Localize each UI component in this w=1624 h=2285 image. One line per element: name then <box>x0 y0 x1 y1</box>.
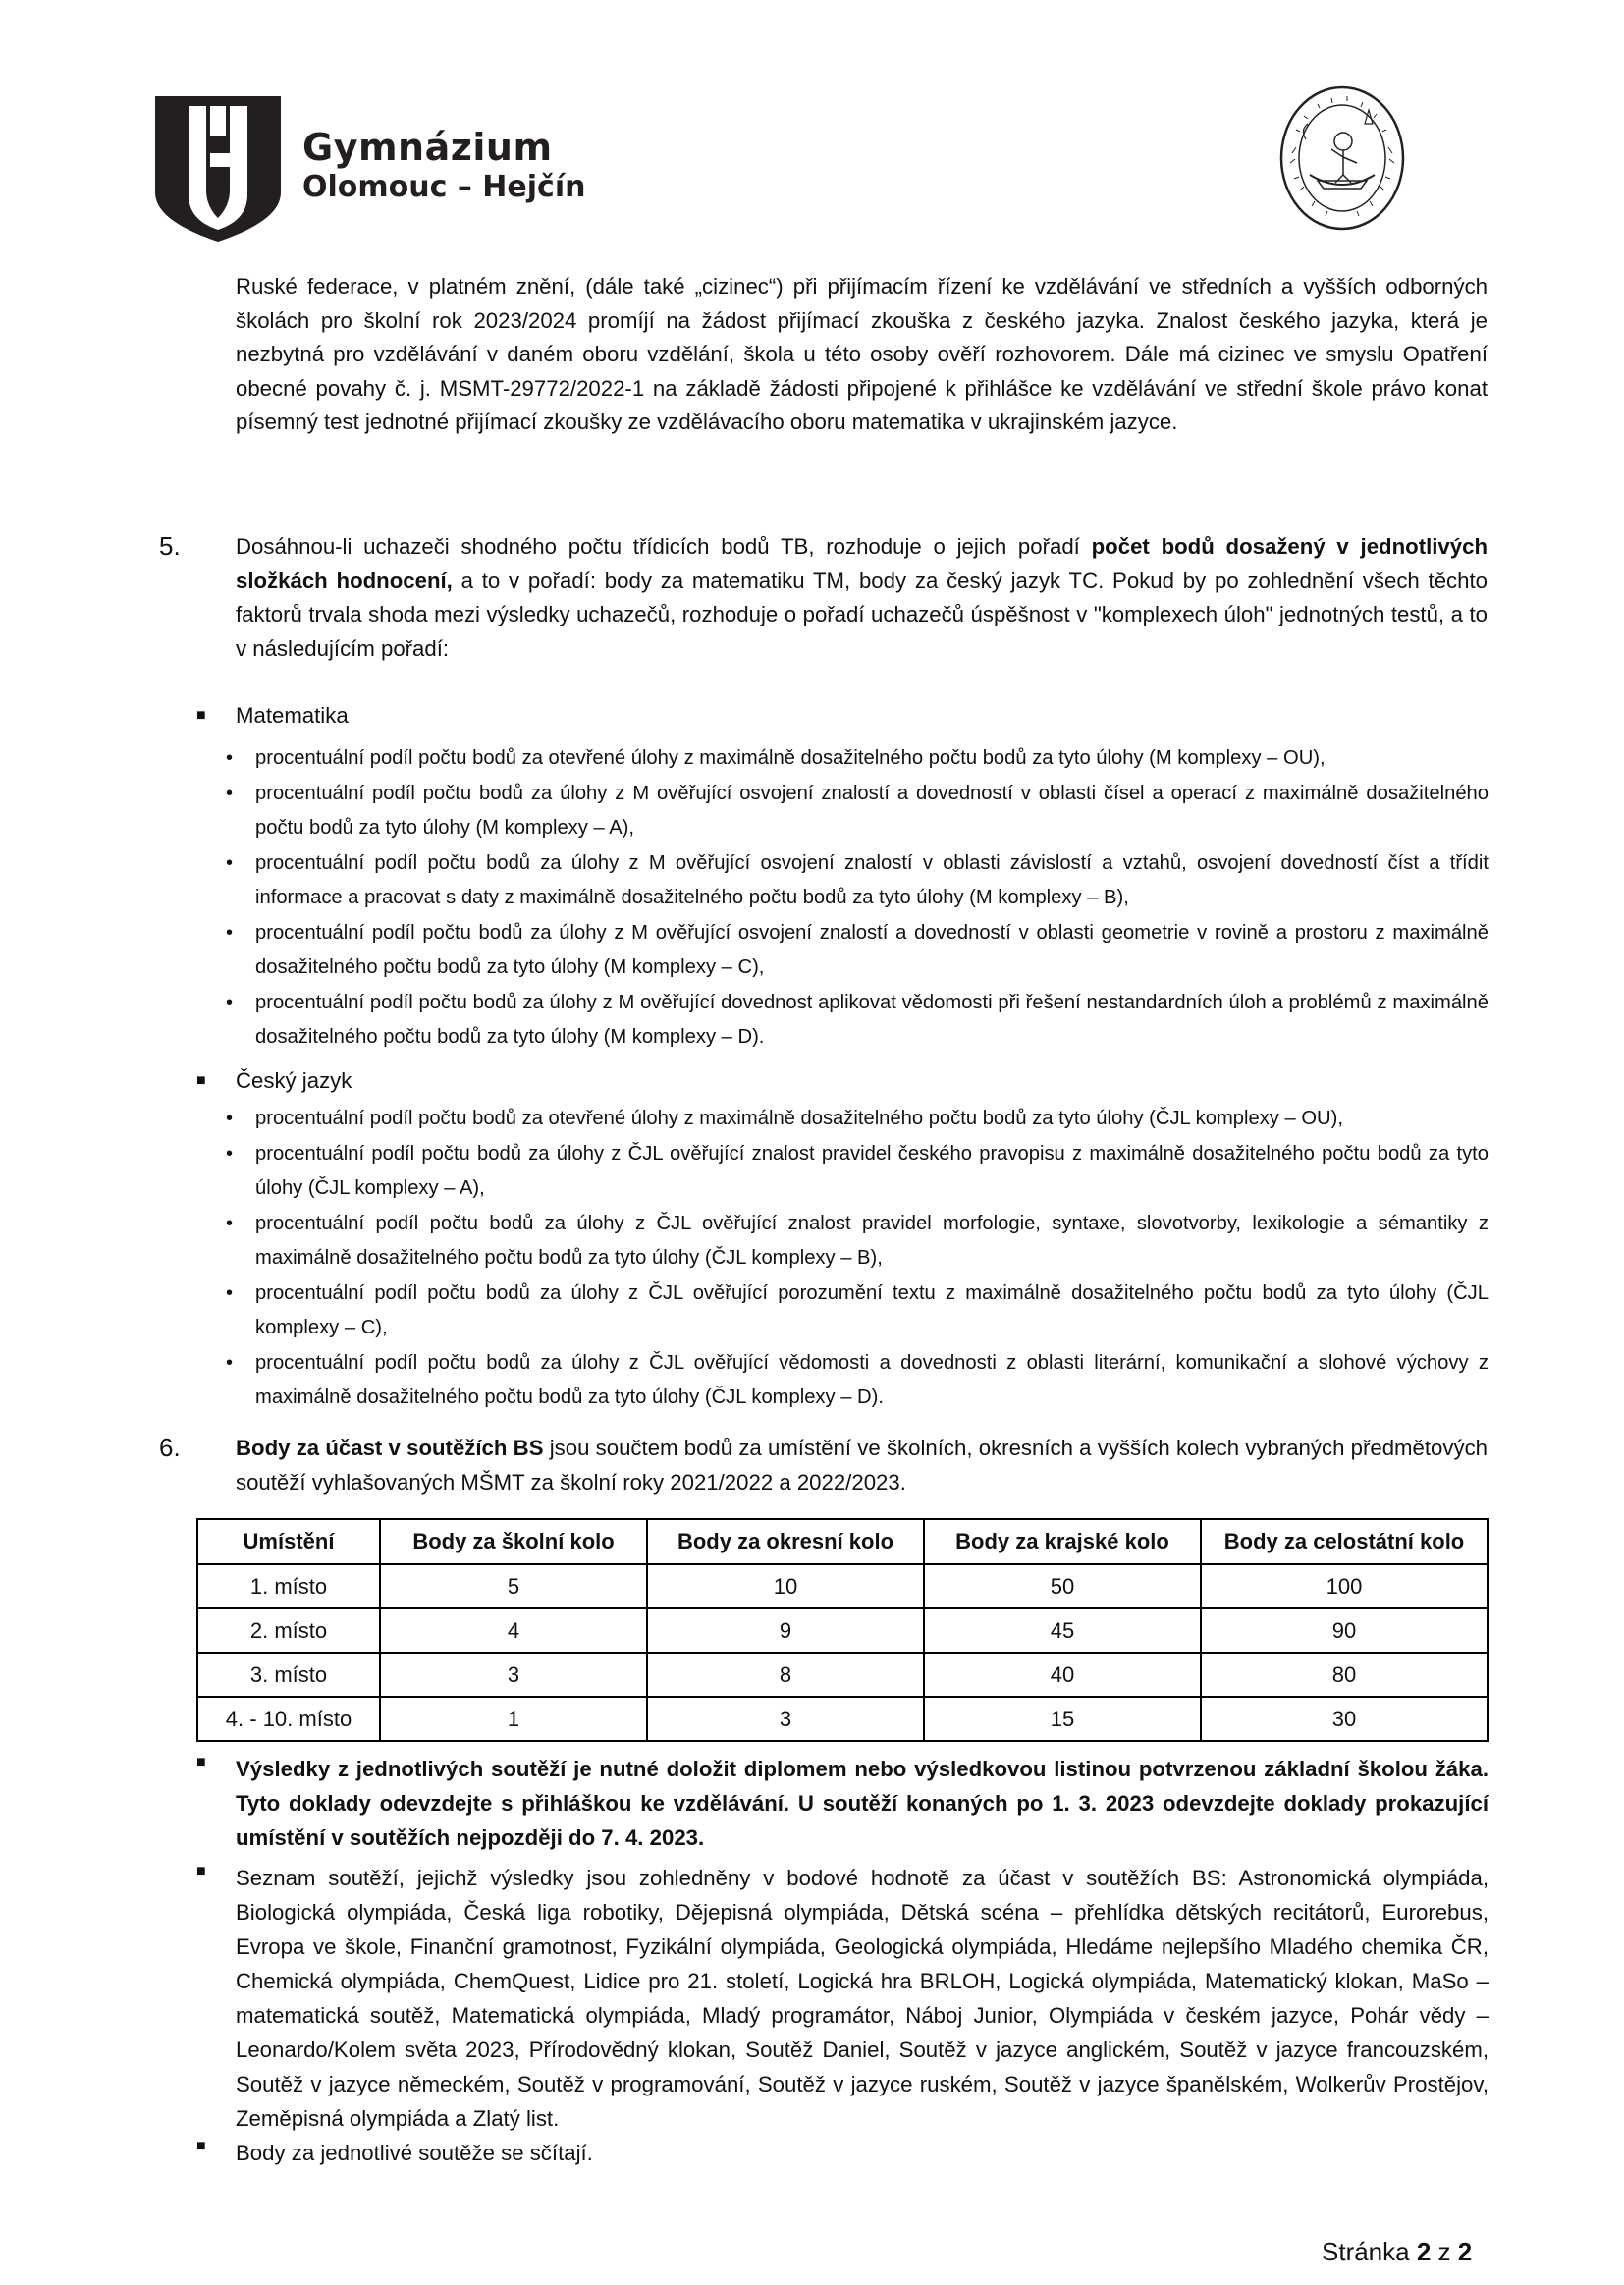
table-cell: 30 <box>1201 1697 1488 1741</box>
rule-text-bold: počet bodů dosažený v jednotlivých složkách hodnocení, <box>236 534 1488 593</box>
competition-list-text: Seznam soutěží, jejichž výsledky jsou zohledněny v bodové hodnotě za účast v soutěžích BS: Astronomická olympiáda, Biologická olympiáda, Česká liga robotiky, Dějepisná olympiáda, Dětská scéna – přehlídka dětských recitátorů, Eurorebus, Evropa ve škole, Finanční gramotnost, Fyzikální olympiáda, Geologická olympiáda, Hledáme nejlepšího Mladého chemika ČR, Chemická olympiáda, ChemQuest, Lidice pro 21. století, Logická hra BRLOH, Logická olympiáda, Matematický klokan, MaSo – matematická soutěž, Matematická olympiáda, Mladý programátor, Náboj Junior, Olympiáda v českém jazyce, Pohár vědy – Leonardo/Kolem světa 2023, Přírodovědný klokan, Soutěž Daniel, Soutěž v jazyce anglickém, Soutěž v jazyce francouzském, Soutěž v jazyce německém, Soutěž v programování, Soutěž v jazyce ruském, Soutěž v jazyce španělském, Wolkerův Prostějov, Zeměpisná olympiáda a Zlatý list. <box>236 1866 1489 2131</box>
footer-separator: z <box>1431 2237 1458 2266</box>
square-bullet-icon: ■ <box>196 1863 206 1879</box>
table-header-cell: Body za krajské kolo <box>924 1519 1201 1564</box>
table-cell: 4 <box>380 1608 647 1653</box>
document-page: Gymnázium Olomouc – Hejčín Ruské federace, v platném znění, (dále také „cizinec“) při přijímacím řízení ke vzdělávání ve středních a vyšších odborných školách pro školní rok 2023/2024 promíjí na žádost přijímací zkouška z českého jazyka. Znalost českého jazyka, která je nezbytná pro vzdělávání v daném oboru vzdělání, škola u této osoby ověří rozhovorem. Dále má cizinec ve smyslu Opatření obecné povahy č. j. MSMT-29772/2022-1 na základě žádosti připojené k přihlášce ke vzdělávání ve střední škole právo konat písemný test jednotné přijímací zkoušky ze vzdělávacího oboru matematika v ukrajinském jazyce. 5. Dosáhnou-li uchazeči shodného počtu třídicích bodů TB, rozhoduje o jejich pořadí počet bodů dosažený v jednotlivých složkách hodnocení, a to v pořadí: body za matematiku TM, body za český jazyk TC. Pokud by po zohlednění všech těchto faktorů trvala shoda mezi výsledky uchazečů, rozhoduje o pořadí uchazečů úspěšnost v "komplexech úloh" jednotných testů, a to v následujícím pořadí: ■ Matematika • procentuální podíl počtu bodů za otevřené úlohy z maximálně dosažitelného počtu bodů za tyto úlohy (M komplexy – OU), • procentuální podíl počtu bodů za úlohy z M ověřující osvojení znalostí a dovedností v oblasti čísel a operací z maximálně dosažitelného počtu bodů za tyto úlohy (M komplexy – A), • procentuální podíl počtu bodů za úlohy z M ověřující osvojení znalostí v oblasti závislostí a vztahů, osvojení dovedností číst a třídit informace a pracovat s daty z maximálně dosažitelného počtu bodů za tyto úlohy (M komplexy – B), • procentuální podíl počtu bodů za úlohy z M ověřující osvojení znalostí a dovedností v oblasti geometrie v rovině a prostoru z maximálně dosažitelného počtu bodů za tyto úlohy (M komplexy – C), • procentuální podíl počtu bodů za úlohy z M ověřující dovednost aplikovat vědomosti při řešení nestandardních úloh a problémů z maximálně dosažitelného počtu bodů za tyto úlohy (M komplexy – D). ■ Český jazyk • procentuální podíl počtu bodů za otevřené úlohy z maximálně dosažitelného počtu bodů za tyto úlohy (ČJL komplexy – OU), • procentuální podíl počtu bodů za úlohy z ČJL ověřující znalost pravidel českého pravopisu z maximálně dosažitelného počtu bodů za tyto úlohy (ČJL komplexy – A), • procentuální podíl počtu bodů za úlohy z ČJL ověřující znalost pravidel morfologie, syntaxe, slovotvorby, lexikologie a sémantiky z maximálně dosažitelného počtu bodů za tyto úlohy (ČJL komplexy – B), • procentuální podíl počtu bodů za úlohy z ČJL ověřující porozumění textu z maximálně dosažitelného počtu bodů za tyto úlohy (ČJL komplexy – C), • procentuální podíl počtu bodů za úlohy z ČJL ověřující vědomosti a dovednosti z oblasti literární, komunikační a slohové výchovy z maximálně dosažitelného počtu bodů za tyto úlohy (ČJL komplexy – D). 6. Body za účast v soutěžích BS jsou součtem bodů za umístění ve školních, okresních a vyšších kolech vybraných předmětových soutěží vyhlašovaných MŠMT za školní roky 2021/2022 a 2022/2023. Umístění Body za školní kolo Body za okresní kolo Body za krajské kolo Body za celostátní kolo 1. místo 5 10 50 100 2. místo 4 9 45 90 3. místo 3 8 40 80 4. - 10. místo 1 3 15 30 ■ Výsledky z jednotlivých soutěží je nutné doložit diplomem nebo výsledkovou listinou potvrzenou základní školou žáka. Tyto doklady odevzdejte s přihláškou ke vzdělávání. U soutěží konaných po 1. 3. 2023 odevzdejte doklady prokazující umístění v soutěžích nejpozději do 7. 4. 2023. ■ Seznam soutěží, jejichž výsledky jsou zohledněny v bodové hodnotě za účast v soutěžích BS: Astronomická olympiáda, Biologická olympiáda, Česká liga robotiky, Dějepisná olympiáda, Dětská scéna – přehlídka dětských recitátorů, Eurorebus, Evropa ve škole, Finanční gramotnost, Fyzikální olympiáda, Geologická olympiáda, Hledáme nejlepšího Mladého chemika ČR, Chemická olympiáda, ChemQuest, Lidice pro 21. století, Logická hra BRLOH, Logická olympiáda, Matematický klokan, MaSo – matematická soutěž, Matematická olympiáda, Mladý programátor, Náboj Junior, Olympiáda v českém jazyce, Pohár vědy – Leonardo/Kolem světa 2023, Přírodovědný klokan, Soutěž Daniel, Soutěž v jazyce anglickém, Soutěž v jazyce francouzském, Soutěž v jazyce německém, Soutěž v programování, Soutěž v jazyce ruském, Soutěž v jazyce španělském, Wolkerův Prostějov, Zeměpisná olympiáda a Zlatý list. ■ Body za jednotlivé soutěže se sčítají. Stránka 2 z 2 <box>0 0 1624 2285</box>
table-cell: 10 <box>647 1564 924 1608</box>
rule-text-part: a to v pořadí: body za matematiku TM, body za český jazyk TC. Pokud by po zohlednění všech těchto faktorů trvala shoda mezi výsledky uchazečů, rozhoduje o pořadí uchazečů úspěšnost v "komplexech úloh" jednotných testů, a to v následujícím pořadí: <box>236 568 1488 661</box>
village-seal-icon <box>1278 84 1406 232</box>
table-cell: 1. místo <box>197 1564 380 1608</box>
page-footer <box>1322 2237 1472 2267</box>
table-cell: 45 <box>924 1608 1201 1653</box>
diploma-note-text: Výsledky z jednotlivých soutěží je nutné doložit diplomem nebo výsledkovou listinou potvrzenou základní školou žáka. Tyto doklady odevzdejte s přihláškou ke vzdělávání. U soutěží konaných po 1. 3. 2023 odevzdejte doklady prokazující umístění v soutěžích nejpozději do 7. 4. 2023. <box>236 1757 1489 1850</box>
table-cell: 80 <box>1201 1653 1488 1697</box>
bullet-icon: • <box>226 783 234 804</box>
table-row <box>197 1653 1488 1697</box>
table-cell: 3. místo <box>197 1653 380 1697</box>
sum-note-text: Body za jednotlivé soutěže se sčítají. <box>236 2141 593 2165</box>
table-cell: 40 <box>924 1653 1201 1697</box>
rule-text-part: Dosáhnou-li uchazeči shodného počtu třídicích bodů TB, rozhoduje o jejich pořadí <box>236 534 1092 559</box>
school-brand <box>302 126 585 206</box>
square-bullet-icon: ■ <box>196 2138 206 2154</box>
bullet-icon: • <box>226 1213 234 1234</box>
rule-item-5 <box>159 530 1488 666</box>
table-cell: 8 <box>647 1653 924 1697</box>
rule-text-part: jsou součtem bodů za umístění ve školních, okresních a vyšších kolech vybraných předmětových soutěží vyhlašovaných MŠMT za školní roky 2021/2022 a 2022/2023. <box>236 1436 1489 1495</box>
competition-points-table <box>196 1518 1489 1742</box>
table-header-cell: Body za školní kolo <box>380 1519 647 1564</box>
table-row <box>197 1697 1488 1741</box>
square-bullet-icon: ■ <box>196 1754 206 1770</box>
table-cell: 90 <box>1201 1608 1488 1653</box>
table-cell: 4. - 10. místo <box>197 1697 380 1741</box>
gymnazium-logo-icon <box>155 96 281 242</box>
table-header-cell: Umístění <box>197 1519 380 1564</box>
total-page-number: 2 <box>1457 2237 1473 2266</box>
footer-label: Stránka <box>1322 2237 1417 2266</box>
table-cell: 2. místo <box>197 1608 380 1653</box>
table-cell: 3 <box>647 1697 924 1741</box>
bullet-icon: • <box>226 1143 234 1165</box>
table-cell: 1 <box>380 1697 647 1741</box>
math-label: Matematika <box>236 703 349 728</box>
bullet-icon: • <box>226 992 234 1013</box>
table-cell: 50 <box>924 1564 1201 1608</box>
table-cell: 100 <box>1201 1564 1488 1608</box>
table-header-row <box>197 1519 1488 1564</box>
table-row <box>197 1608 1488 1653</box>
school-name: Gymnázium <box>302 126 553 169</box>
table-cell: 3 <box>380 1653 647 1697</box>
rule-number: 6. <box>159 1433 181 1462</box>
table-cell: 5 <box>380 1564 647 1608</box>
intro-paragraph: Ruské federace, v platném znění, (dále také „cizinec“) při přijímacím řízení ke vzdělávání ve středních a vyšších odborných školách pro školní rok 2023/2024 promíjí na žádost přijímací zkouška z českého jazyka. Znalost českého jazyka, která je nezbytná pro vzdělávání v daném oboru vzdělání, škola u této osoby ověří rozhovorem. Dále má cizinec ve smyslu Opatření obecné povahy č. j. MSMT-29772/2022-1 na základě žádosti připojené k přihlášce ke vzdělávání ve střední škole právo konat písemný test jednotné přijímací zkoušky ze vzdělávacího oboru matematika v ukrajinském jazyce. <box>236 274 1488 434</box>
bullet-icon: • <box>226 852 234 874</box>
rule-text-bold: Body za účast v soutěžích BS <box>236 1436 544 1460</box>
table-cell: 15 <box>924 1697 1201 1741</box>
table-cell: 9 <box>647 1608 924 1653</box>
bullet-icon: • <box>226 1282 234 1304</box>
rule-item-6 <box>159 1432 1489 1499</box>
school-location: Olomouc – Hejčín <box>302 170 586 204</box>
bullet-icon: • <box>226 1352 234 1374</box>
table-header-cell: Body za okresní kolo <box>647 1519 924 1564</box>
bullet-icon: • <box>226 747 234 769</box>
current-page-number: 2 <box>1416 2237 1432 2266</box>
square-bullet-icon: ■ <box>196 707 206 724</box>
bullet-icon: • <box>226 922 234 944</box>
czech-label: Český jazyk <box>236 1068 352 1093</box>
square-bullet-icon: ■ <box>196 1072 206 1089</box>
rule-number: 5. <box>159 531 181 561</box>
rule-text <box>236 1432 1488 1499</box>
table-header-cell: Body za celostátní kolo <box>1201 1519 1488 1564</box>
bullet-icon: • <box>226 1108 234 1129</box>
table-row <box>197 1564 1488 1608</box>
rule-text <box>236 530 1488 666</box>
